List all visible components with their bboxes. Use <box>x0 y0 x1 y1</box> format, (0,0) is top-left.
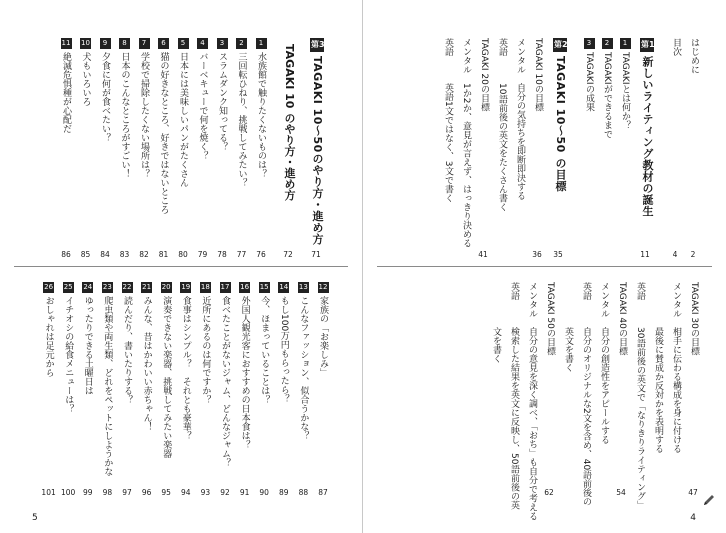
toc-entry <box>476 38 491 238</box>
entry-title: はじめに <box>689 38 699 74</box>
entry-page-number: 84 <box>100 250 110 259</box>
item-number-badge: 17 <box>220 283 230 291</box>
item-number-badge: 18 <box>200 283 210 291</box>
entry-page-number: 89 <box>279 488 289 497</box>
entry-title: 近所にあるのは何ですか？ <box>200 296 211 404</box>
entry-page-number: 98 <box>102 488 113 497</box>
entry-title: 家族の「お楽しみ」 <box>318 296 328 377</box>
item-number-badge: 10 <box>81 39 90 47</box>
toc-entry <box>686 38 701 238</box>
entry-title: メンタル 自分の創造性をアピールする <box>599 282 609 444</box>
entry-title: 英語 英語1文ではなく、3文で書く <box>443 38 453 203</box>
item-number-badge: 3 <box>217 38 228 49</box>
toc-entry <box>158 282 173 482</box>
entry-page-number: 101 <box>41 488 56 497</box>
item-number-badge: 13 <box>298 283 308 291</box>
toc-entry <box>488 282 503 482</box>
toc-entry <box>494 38 509 238</box>
entry-page-number: 11 <box>640 250 650 259</box>
entry-title: ゆったりできる土曜日は <box>82 296 93 395</box>
toc-entry <box>41 282 56 482</box>
entry-title: TAGAKIの成果 <box>584 52 594 112</box>
toc-entry <box>217 282 232 482</box>
item-number-badge: 1 <box>256 38 267 49</box>
toc-entry <box>617 38 632 238</box>
toc-entry <box>156 38 171 238</box>
entry-page-number: 95 <box>161 488 171 497</box>
item-number-badge: 2 <box>602 38 613 49</box>
entry-title: バーベキューで何を焼く？ <box>197 52 208 160</box>
entry-title: TAGAKIができるまで <box>602 52 612 139</box>
chapter-title: TAGAKI 10〜50のやり方・進め方 <box>311 56 324 245</box>
half-divider <box>14 266 348 267</box>
chapter-badge: 第2章 <box>553 38 567 52</box>
entry-title: TAGAKI 30の目標 <box>689 282 699 356</box>
entry-page-number: 93 <box>200 488 211 497</box>
item-number-badge: 12 <box>318 283 328 291</box>
toc-entry <box>458 38 473 248</box>
entry-page-number: 76 <box>256 250 266 259</box>
entry-title: 目次 <box>671 38 681 56</box>
entry-title: 読んだり、書いたりする？ <box>122 296 132 404</box>
entry-page-number: 41 <box>478 250 488 259</box>
item-number-badge: 5 <box>178 38 189 49</box>
entry-page-number: 90 <box>259 488 269 497</box>
toc-entry <box>512 38 527 238</box>
chapter-3-heading <box>308 38 333 245</box>
item-number-badge: 23 <box>102 283 112 291</box>
entry-page-number: 72 <box>283 250 293 259</box>
entry-page-number: 47 <box>688 488 698 497</box>
entry-title: スラムダンク知ってる？ <box>217 52 227 151</box>
entry-title: TAGAKI 40の目標 <box>617 282 627 356</box>
entry-title: 最後に賛成か反対かを表明する <box>653 282 663 453</box>
toc-entry <box>295 282 310 482</box>
chapter-title: TAGAKI 10〜50 の目標 <box>554 56 567 192</box>
entry-page-number: 80 <box>178 250 188 259</box>
toc-entry <box>686 282 701 482</box>
item-number-badge: 8 <box>119 38 130 49</box>
item-number-badge: 9 <box>100 38 111 49</box>
toc-entry <box>197 282 212 482</box>
toc-entry <box>668 38 683 238</box>
toc-entry <box>530 38 545 238</box>
toc-entry <box>117 38 132 238</box>
entry-title: 英文を書く <box>563 282 573 372</box>
toc-entry <box>99 282 114 482</box>
entry-title: TAGAKI 10の目標 <box>533 38 543 112</box>
entry-title: 日本のこんなところがすごい！ <box>119 52 130 178</box>
toc-entry <box>315 282 330 482</box>
entry-page-number: 92 <box>220 488 230 497</box>
toc-entry <box>256 282 271 482</box>
toc-entry <box>524 282 539 521</box>
entry-page-number: 77 <box>236 250 247 259</box>
entry-title: 三回転ひねり、挑戦してみたい？ <box>236 52 247 187</box>
entry-title: 学校で掃除したくない場所は？ <box>139 52 149 178</box>
toc-entry <box>234 38 249 238</box>
entry-title: TAGAKI 20の目標 <box>479 38 489 112</box>
entry-title: TAGAKIとは何か？ <box>620 52 630 130</box>
toc-entry <box>58 38 73 238</box>
entry-title: 文を書く <box>491 282 501 363</box>
toc-entry <box>175 38 190 238</box>
entry-title: メンタル 相手に伝わる構成を身に付ける <box>671 282 681 453</box>
item-number-badge: 4 <box>197 38 208 49</box>
entry-title: メンタル 1か2か、意見が言えず、はっきり決める <box>461 38 471 248</box>
entry-title: 猫の好きなところ、好きではないところ <box>158 52 169 214</box>
item-number-badge: 24 <box>83 283 93 291</box>
entry-title: 食事はシンプル？ それとも豪華？ <box>180 296 191 440</box>
entry-page-number: 99 <box>83 488 93 497</box>
toc-entry <box>440 38 455 238</box>
entry-title: 演奏できない楽器、挑戦してみたい楽器 <box>161 296 172 458</box>
item-number-badge: 2 <box>236 38 247 49</box>
section-heading <box>280 44 298 238</box>
entry-title: こんなファッション、似合うかな？ <box>298 296 309 440</box>
section-title: TAGAKI 10 のやり方・進め方 <box>283 44 296 201</box>
page-number-left: 5 <box>32 513 38 523</box>
toc-entry <box>276 282 291 482</box>
entry-title: 爬虫類や両生類、どれをペットにしようかな <box>102 296 113 476</box>
toc-entry <box>614 282 629 482</box>
toc-entry <box>596 282 611 482</box>
item-number-badge: 1 <box>620 38 631 49</box>
entry-title: 英語 10語前後の英文をたくさん書く <box>497 38 507 212</box>
entry-title: 絶滅危惧種が心配だ <box>61 52 71 133</box>
toc-entry <box>195 38 210 238</box>
entry-page-number: 100 <box>61 488 76 497</box>
entry-page-number: 35 <box>553 250 563 259</box>
toc-entry <box>599 38 614 238</box>
item-number-badge: 7 <box>139 38 150 49</box>
chapter-badge: 第3章 <box>310 38 324 52</box>
half-divider <box>377 266 712 267</box>
entry-title: 今、ほまっていることは？ <box>259 296 270 404</box>
entry-title: TAGAKI 50の目標 <box>545 282 555 356</box>
entry-title: 英語 検索した結果を英文に反映し、50語前後の英 <box>509 282 519 510</box>
item-number-badge: 22 <box>122 283 132 291</box>
page-number-right: 4 <box>690 513 696 523</box>
toc-page-right <box>363 0 726 533</box>
toc-entry <box>632 282 647 510</box>
item-number-badge: 3 <box>584 38 595 49</box>
toc-entry <box>237 282 252 482</box>
toc-entry <box>581 38 596 238</box>
toc-entry <box>119 282 134 482</box>
entry-page-number: 97 <box>122 488 132 497</box>
toc-entry <box>551 38 576 238</box>
chapter-title: 新しいライティング教材の誕生 <box>641 56 654 217</box>
toc-entry <box>668 282 683 482</box>
entry-page-number: 86 <box>61 250 71 259</box>
entry-page-number: 81 <box>158 250 169 259</box>
entry-page-number: 4 <box>672 250 678 259</box>
toc-entry <box>139 282 154 482</box>
entry-page-number: 62 <box>544 488 554 497</box>
pencil-icon <box>702 493 716 507</box>
toc-entry <box>560 282 575 482</box>
chapter-badge: 第1章 <box>640 38 654 52</box>
entry-page-number: 71 <box>311 250 321 259</box>
entry-page-number: 85 <box>80 250 91 259</box>
toc-entry <box>542 282 557 482</box>
item-number-badge: 26 <box>44 283 54 291</box>
entry-page-number: 83 <box>119 250 130 259</box>
item-number-badge: 14 <box>279 283 289 291</box>
toc-entry <box>638 38 663 238</box>
entry-title: みんな、昔はかわいい赤ちゃん！ <box>141 296 152 431</box>
toc-entry <box>178 282 193 482</box>
entry-title: おしゃれは足元から <box>43 296 54 377</box>
entry-title: 英語 自分のオリジナルな2文を含め、40語前後の <box>581 282 591 507</box>
entry-title: メンタル 自分の意見を深く調べ、「おち」も自分で考える <box>527 282 537 521</box>
item-number-badge: 11 <box>61 39 71 47</box>
toc-entry <box>506 282 521 510</box>
entry-page-number: 88 <box>298 488 309 497</box>
entry-page-number: 91 <box>239 488 250 497</box>
entry-title: 犬もいろいろ <box>80 52 91 106</box>
entry-page-number: 79 <box>197 250 208 259</box>
toc-entry <box>78 38 93 238</box>
entry-title: 外国人観光客におすすめの日本食は？ <box>239 296 250 449</box>
item-number-badge: 21 <box>142 283 152 291</box>
toc-entry <box>97 38 112 238</box>
item-number-badge: 20 <box>161 283 171 291</box>
item-number-badge: 25 <box>63 283 73 291</box>
toc-entry <box>80 282 95 482</box>
entry-title: 食べたことがないジャム、どんなジャム？ <box>220 296 230 467</box>
item-number-badge: 16 <box>240 283 250 291</box>
entry-page-number: 78 <box>217 250 227 259</box>
entry-page-number: 36 <box>532 250 542 259</box>
toc-entry <box>650 282 665 482</box>
toc-entry <box>60 282 75 482</box>
entry-title: もし100万円もらったら？ <box>278 296 289 404</box>
item-number-badge: 6 <box>158 38 169 49</box>
item-number-badge: 15 <box>259 283 269 291</box>
entry-title: 英語 30語前後の英文で「なりきりライティング」 <box>635 282 645 510</box>
entry-title: 日本には美味しいパンがたくさん <box>178 52 188 187</box>
entry-page-number: 94 <box>181 488 191 497</box>
entry-title: イチオシの給食メニューは？ <box>63 296 74 413</box>
entry-page-number: 2 <box>690 250 696 259</box>
toc-entry <box>253 38 268 238</box>
entry-title: 夕食に何が食べたい？ <box>100 52 110 142</box>
entry-title: 水族館で触りたくないものは？ <box>256 52 266 178</box>
entry-page-number: 82 <box>139 250 149 259</box>
item-number-badge: 19 <box>181 283 191 291</box>
toc-entry <box>578 282 593 507</box>
toc-entry <box>136 38 151 238</box>
toc-entry <box>214 38 229 238</box>
entry-page-number: 96 <box>141 488 152 497</box>
entry-title: メンタル 自分の気持ちを即断即決する <box>515 38 525 200</box>
entry-page-number: 54 <box>616 488 626 497</box>
entry-page-number: 87 <box>318 488 328 497</box>
